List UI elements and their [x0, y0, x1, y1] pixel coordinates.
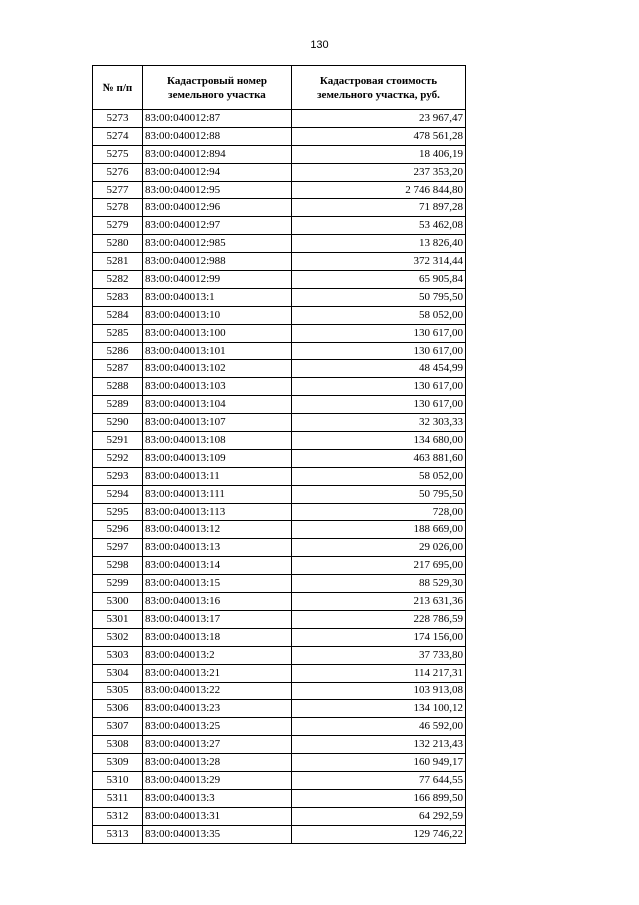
- cadastral-number-cell: 83:00:040013:108: [143, 432, 292, 450]
- cadastral-value-cell: 237 353,20: [292, 163, 466, 181]
- row-number-cell: 5298: [93, 557, 143, 575]
- table-row: [93, 271, 466, 289]
- cadastral-value-cell: 77 644,55: [292, 771, 466, 789]
- cadastral-number-cell: 83:00:040013:104: [143, 396, 292, 414]
- row-number-cell: 5305: [93, 682, 143, 700]
- cadastral-value-cell: 58 052,00: [292, 467, 466, 485]
- cadastral-number-cell: 83:00:040013:102: [143, 360, 292, 378]
- cadastral-number-cell: 83:00:040012:88: [143, 127, 292, 145]
- cadastral-number-cell: 83:00:040013:107: [143, 414, 292, 432]
- table-row: [93, 485, 466, 503]
- table-row: [93, 467, 466, 485]
- cadastral-number-cell: 83:00:040013:18: [143, 628, 292, 646]
- cadastral-number-cell: 83:00:040013:14: [143, 557, 292, 575]
- table-row: [93, 110, 466, 128]
- table-row: [93, 718, 466, 736]
- cadastral-number-cell: 83:00:040013:109: [143, 449, 292, 467]
- row-number-cell: 5306: [93, 700, 143, 718]
- table-row: [93, 288, 466, 306]
- table-row: [93, 378, 466, 396]
- cadastral-number-cell: 83:00:040013:111: [143, 485, 292, 503]
- cadastral-value-cell: 129 746,22: [292, 825, 466, 843]
- cadastral-value-cell: 88 529,30: [292, 575, 466, 593]
- cadastral-number-cell: 83:00:040013:2: [143, 646, 292, 664]
- table-row: [93, 521, 466, 539]
- row-number-cell: 5300: [93, 593, 143, 611]
- cadastral-number-cell: 83:00:040013:12: [143, 521, 292, 539]
- row-number-cell: 5287: [93, 360, 143, 378]
- table-row: [93, 610, 466, 628]
- cadastral-number-cell: 83:00:040013:17: [143, 610, 292, 628]
- cadastral-value-cell: 32 303,33: [292, 414, 466, 432]
- table-row: [93, 539, 466, 557]
- cadastral-number-cell: 83:00:040012:894: [143, 145, 292, 163]
- table-row: [93, 825, 466, 843]
- cadastral-value-cell: 18 406,19: [292, 145, 466, 163]
- row-number-cell: 5295: [93, 503, 143, 521]
- row-number-cell: 5280: [93, 235, 143, 253]
- table-row: [93, 145, 466, 163]
- header-row-number: № п/п: [93, 66, 143, 110]
- cadastral-value-cell: 50 795,50: [292, 288, 466, 306]
- row-number-cell: 5297: [93, 539, 143, 557]
- cadastral-value-cell: 130 617,00: [292, 396, 466, 414]
- cadastral-number-cell: 83:00:040013:11: [143, 467, 292, 485]
- table-row: [93, 181, 466, 199]
- row-number-cell: 5278: [93, 199, 143, 217]
- cadastral-value-cell: 2 746 844,80: [292, 181, 466, 199]
- table-row: [93, 324, 466, 342]
- cadastral-value-cell: 132 213,43: [292, 736, 466, 754]
- cadastral-number-cell: 83:00:040012:97: [143, 217, 292, 235]
- table-row: [93, 736, 466, 754]
- row-number-cell: 5273: [93, 110, 143, 128]
- table-row: [93, 646, 466, 664]
- cadastral-number-cell: 83:00:040013:10: [143, 306, 292, 324]
- cadastral-value-cell: 13 826,40: [292, 235, 466, 253]
- cadastral-value-cell: 65 905,84: [292, 271, 466, 289]
- cadastral-number-cell: 83:00:040013:16: [143, 593, 292, 611]
- table-row: [93, 593, 466, 611]
- page-number: 130: [310, 39, 329, 51]
- table-row: [93, 449, 466, 467]
- cadastral-number-cell: 83:00:040013:15: [143, 575, 292, 593]
- row-number-cell: 5292: [93, 449, 143, 467]
- cadastral-value-cell: 130 617,00: [292, 324, 466, 342]
- cadastral-number-cell: 83:00:040013:27: [143, 736, 292, 754]
- table-row: [93, 503, 466, 521]
- cadastral-value-cell: 29 026,00: [292, 539, 466, 557]
- row-number-cell: 5277: [93, 181, 143, 199]
- table-row: [93, 807, 466, 825]
- row-number-cell: 5290: [93, 414, 143, 432]
- table-row: [93, 432, 466, 450]
- row-number-cell: 5299: [93, 575, 143, 593]
- cadastral-number-cell: 83:00:040013:21: [143, 664, 292, 682]
- row-number-cell: 5302: [93, 628, 143, 646]
- row-number-cell: 5275: [93, 145, 143, 163]
- cadastral-number-cell: 83:00:040012:988: [143, 253, 292, 271]
- cadastral-number-cell: 83:00:040013:100: [143, 324, 292, 342]
- cadastre-table: [92, 65, 466, 844]
- cadastral-number-cell: 83:00:040012:87: [143, 110, 292, 128]
- cadastral-value-cell: 188 669,00: [292, 521, 466, 539]
- table-row: [93, 163, 466, 181]
- cadastral-number-cell: 83:00:040013:103: [143, 378, 292, 396]
- cadastral-number-cell: 83:00:040012:96: [143, 199, 292, 217]
- row-number-cell: 5293: [93, 467, 143, 485]
- row-number-cell: 5279: [93, 217, 143, 235]
- cadastral-value-cell: 48 454,99: [292, 360, 466, 378]
- row-number-cell: 5291: [93, 432, 143, 450]
- row-number-cell: 5289: [93, 396, 143, 414]
- cadastral-number-cell: 83:00:040013:28: [143, 754, 292, 772]
- table-row: [93, 199, 466, 217]
- cadastral-number-cell: 83:00:040013:31: [143, 807, 292, 825]
- table-row: [93, 628, 466, 646]
- cadastral-value-cell: 134 100,12: [292, 700, 466, 718]
- table-header-row: [93, 66, 466, 110]
- table-row: [93, 396, 466, 414]
- cadastral-number-cell: 83:00:040012:985: [143, 235, 292, 253]
- table-row: [93, 235, 466, 253]
- table-row: [93, 682, 466, 700]
- cadastral-value-cell: 478 561,28: [292, 127, 466, 145]
- table-body: [93, 110, 466, 844]
- row-number-cell: 5304: [93, 664, 143, 682]
- row-number-cell: 5281: [93, 253, 143, 271]
- table-row: [93, 664, 466, 682]
- row-number-cell: 5309: [93, 754, 143, 772]
- cadastral-value-cell: 114 217,31: [292, 664, 466, 682]
- row-number-cell: 5296: [93, 521, 143, 539]
- cadastral-value-cell: 372 314,44: [292, 253, 466, 271]
- cadastral-value-cell: 46 592,00: [292, 718, 466, 736]
- row-number-cell: 5301: [93, 610, 143, 628]
- table-row: [93, 700, 466, 718]
- cadastral-value-cell: 463 881,60: [292, 449, 466, 467]
- cadastral-number-cell: 83:00:040013:113: [143, 503, 292, 521]
- header-cadastral-number: Кадастровый номер земельного участка: [143, 66, 292, 110]
- row-number-cell: 5284: [93, 306, 143, 324]
- row-number-cell: 5294: [93, 485, 143, 503]
- cadastral-value-cell: 174 156,00: [292, 628, 466, 646]
- cadastral-number-cell: 83:00:040013:13: [143, 539, 292, 557]
- cadastral-number-cell: 83:00:040013:23: [143, 700, 292, 718]
- row-number-cell: 5274: [93, 127, 143, 145]
- table-row: [93, 217, 466, 235]
- cadastral-value-cell: 213 631,36: [292, 593, 466, 611]
- row-number-cell: 5288: [93, 378, 143, 396]
- table-row: [93, 789, 466, 807]
- row-number-cell: 5286: [93, 342, 143, 360]
- table-row: [93, 575, 466, 593]
- cadastral-value-cell: 130 617,00: [292, 378, 466, 396]
- cadastral-number-cell: 83:00:040012:95: [143, 181, 292, 199]
- row-number-cell: 5303: [93, 646, 143, 664]
- cadastral-value-cell: 23 967,47: [292, 110, 466, 128]
- table-row: [93, 557, 466, 575]
- cadastral-value-cell: 130 617,00: [292, 342, 466, 360]
- row-number-cell: 5282: [93, 271, 143, 289]
- table-row: [93, 414, 466, 432]
- row-number-cell: 5311: [93, 789, 143, 807]
- row-number-cell: 5308: [93, 736, 143, 754]
- cadastral-number-cell: 83:00:040012:94: [143, 163, 292, 181]
- table-row: [93, 754, 466, 772]
- cadastral-number-cell: 83:00:040013:101: [143, 342, 292, 360]
- cadastral-value-cell: 728,00: [292, 503, 466, 521]
- cadastral-value-cell: 160 949,17: [292, 754, 466, 772]
- table-row: [93, 342, 466, 360]
- cadastral-number-cell: 83:00:040013:25: [143, 718, 292, 736]
- cadastral-value-cell: 134 680,00: [292, 432, 466, 450]
- cadastral-value-cell: 64 292,59: [292, 807, 466, 825]
- cadastral-number-cell: 83:00:040013:3: [143, 789, 292, 807]
- row-number-cell: 5307: [93, 718, 143, 736]
- row-number-cell: 5313: [93, 825, 143, 843]
- row-number-cell: 5276: [93, 163, 143, 181]
- cadastral-number-cell: 83:00:040013:35: [143, 825, 292, 843]
- table-row: [93, 306, 466, 324]
- table-row: [93, 127, 466, 145]
- cadastral-value-cell: 71 897,28: [292, 199, 466, 217]
- table-row: [93, 360, 466, 378]
- cadastral-number-cell: 83:00:040012:99: [143, 271, 292, 289]
- cadastral-value-cell: 37 733,80: [292, 646, 466, 664]
- header-cadastral-value: Кадастровая стоимость земельного участка, руб.: [292, 66, 466, 110]
- cadastral-value-cell: 217 695,00: [292, 557, 466, 575]
- cadastral-value-cell: 53 462,08: [292, 217, 466, 235]
- row-number-cell: 5283: [93, 288, 143, 306]
- cadastral-value-cell: 103 913,08: [292, 682, 466, 700]
- cadastral-value-cell: 228 786,59: [292, 610, 466, 628]
- row-number-cell: 5285: [93, 324, 143, 342]
- cadastral-number-cell: 83:00:040013:1: [143, 288, 292, 306]
- cadastral-number-cell: 83:00:040013:29: [143, 771, 292, 789]
- row-number-cell: 5310: [93, 771, 143, 789]
- cadastral-value-cell: 50 795,50: [292, 485, 466, 503]
- cadastral-value-cell: 166 899,50: [292, 789, 466, 807]
- table-row: [93, 771, 466, 789]
- cadastral-number-cell: 83:00:040013:22: [143, 682, 292, 700]
- cadastral-value-cell: 58 052,00: [292, 306, 466, 324]
- row-number-cell: 5312: [93, 807, 143, 825]
- table-row: [93, 253, 466, 271]
